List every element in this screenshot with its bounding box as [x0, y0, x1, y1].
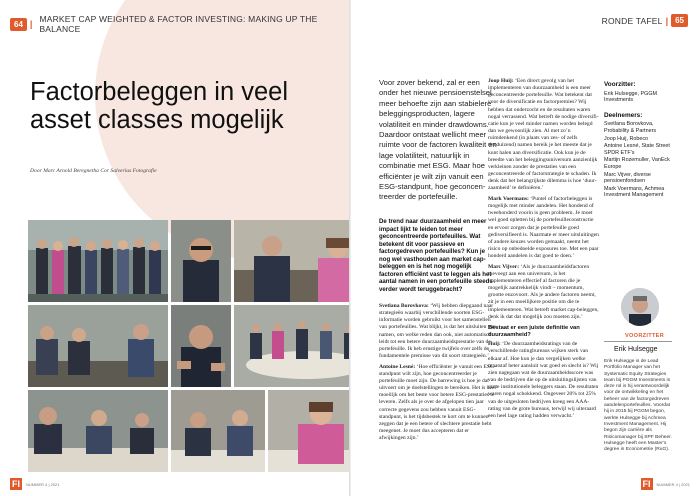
portrait-photo	[171, 220, 231, 302]
roundtable-sidebar	[604, 82, 672, 208]
participants-block	[604, 113, 672, 199]
section-title: MARKET CAP WEIGHTED & FACTOR INVESTING: MAKING UP THE BALANCE	[39, 14, 318, 34]
page-number: 65	[671, 14, 688, 27]
participant-item: Martijn Rozemuller, VanEck Europe	[604, 157, 670, 170]
quote-paragraph: Antoine Lesné: ‘Hoe efficiënter je vanuit een ESG-standpunt wilt zijn, hoe geconcentreerder je portefeuille moet zijn. De barrewing is hoe je dat uitvoert om je doelstellingen te bereiken. Het is heel moeilijk om het beste voor betere ESG-prestaties te leveren. Zelfs als je over de afgelopen tien jaar correcte gegevens zou hebben vanuit ESG-standpunt, is het tijdsbestek te kort om te kunnen zeggen dat je een betere of slechtere prestatie hebt meegenet. Je moet dus accepteren dat er afwijkingen zijn.’	[379, 363, 496, 442]
quote-paragraph: Mark Voermans: ‘Puntel of factorbeleggen is mogelijk met minder aandelen. Het hondend of tweehonderd voorin is geen probleem. Je moet wel goed opletten bij de portefeuilleconstructie en ervoor zorgen dat je portefeuille goed gediversifieerd is. Naarmate er meer uitsluitingen of andere keuzes worden gemaakt, neemt het risico op onbedoelde exposures toe. Met een paar honderd aandelen is dat goed te doen.’	[488, 195, 599, 260]
quote-paragraph: Svetlana Borovkova: ‘Wij hebben diepgaand naar strategieën waarbij verschillende soorten ESG-informatie worden gebruikt voor het samenstellen van portefeuilles. Wat blijkt, is dat het uitsluiten van namen, om welke reden dan ook, niet automatisch leidt tot een betere duurzaamheidsprestatie van de portefeuille. Ik heb ernstige twijfels over zelfs de fundamentele premisse van dit soort strategieën.’	[379, 303, 496, 360]
quote-paragraph: Huij: ‘De duurzaamheidsratings van de verschillende ratingbureaus wijken sterk van elkaar af. Hoe kun je dan vergelijken welke maatstaf beter aansluit wat goed en slecht is? Wij zien nagegaan wat de duurzaamheidsscore was van de bedrijven die op de uitsluitingslijsten van grote institutionele beleggers staan. De resultaten waren nogal schokkend. Ongeveer 20% tot 25% van de uitgesloten bedrijven kreeg een AAA-rating van de grote bureaus, terwijl wij uiteraard een heel lage rating hadden verwacht.’	[488, 341, 599, 419]
issue-label: NUMMER 4 | 2021	[656, 481, 690, 487]
article-column-1	[379, 303, 496, 446]
chair-bio: Erik Hulsegge is de Lead Portfolio Manager van het Systematic Equity Strategies team bij PGGM Investments in deze rol is hij verantwoordelijk voor de ontwikkeling en het beheer van de factorgedreven aandelenportefeuilles. Voordat hij in 2015 bij PGGM begon, werkte Hulsegge bij Achmea Investment Management. Hij begon zijn carrière als Risicomanager bij SPF Beheer. Hulsegge heeft een Master’s degree in Econometrie (RuG).	[604, 359, 672, 453]
participant-item: Antoine Lesné, State Street SPDR ETF’s	[604, 143, 670, 156]
photo-collage	[28, 220, 349, 472]
right-page-footer	[641, 478, 691, 490]
article-headline: Factorbeleggen in veel asset classes mogelijk	[30, 78, 289, 134]
magazine-logo-icon: FI	[642, 479, 651, 489]
participant-item: Joop Huij, Robeco	[604, 135, 649, 142]
quote-paragraph: Joop Huij: ‘Een direct gevolg van het implementeren van duurzaamheid is een meer geconcentreerde portefeuille. Wat betekent dat voor de diversificatie en factorpremies? Wij hebben dat onderzocht en de resultaten waren nogal verrassend. Wat betreft de nodige diversificatie kun je veel minder namen worden belegd dan we gewoonlijk zien. Al met zo’n ruimdenkend (in plaats van zes- of zelfs tienduizend) namen bereik je het meeste dat je kunt halen aan diversificatie. Ook kun je de breedte van het beleggingsuniversum aanzienlijk verkleinen zonder de prestaties van een geconcentreerde of factorstrategie te schaden. Ik denk dat het belangrijkste dilemma is hoe ‘duurzaamheid’ te definiëren.’	[488, 78, 599, 192]
page-number: 64	[10, 18, 27, 31]
magazine-logo-icon: FI	[12, 479, 20, 489]
participants-heading: Deelnemers:	[604, 111, 643, 119]
participant-item: Marc Vijver, diverse pensioenfondsen	[604, 171, 651, 185]
group-photo	[28, 220, 168, 302]
header-separator: |	[29, 19, 33, 29]
participant-item: Mark Voermans, Achmea Investment Management	[604, 185, 665, 199]
right-page-header	[598, 14, 688, 27]
seated-panel-photo	[28, 305, 168, 387]
moderator-block	[604, 82, 672, 104]
subheading: Bestaat er een juiste definitie van duurzaamheid?	[488, 324, 580, 339]
discussion-photo	[234, 220, 349, 302]
left-page-header	[10, 14, 349, 34]
participant-item: Svetlana Borovkova, Probability & Partners	[604, 121, 657, 134]
speaker-portrait-icon	[621, 288, 659, 326]
chair-label: VOORZITTER	[625, 333, 665, 339]
chair-name: Erik Hulsegge	[614, 346, 658, 353]
table-photo	[28, 390, 168, 472]
issue-label: NUMMER 4 | 2021	[26, 481, 60, 487]
listening-photo	[171, 390, 265, 472]
section-title: RONDE TAFEL	[601, 15, 663, 26]
moderator-name: Erik Hulsegge, PGGM Investments	[604, 90, 658, 104]
header-separator: |	[665, 15, 669, 26]
lede-paragraph: De trend naar duurzaamheid en meer impact lijkt te leiden tot meer geconcentreerde portefeuilles. Wat betekent dit voor passieve en factorgedreven portefeuilles? Kun je nog wel vasthouden aan market cap-beleggen en is het nog mogelijk factoren efficiënt vast te leggen als het aantal namen in een portefeuille steeds verder wordt teruggebracht?	[379, 218, 493, 293]
quote-paragraph: Marc Vijver: ‘Als je duurzaamheidsfactoren toevoegt aan een universum, is het implementeren effectief al factoren die je mogelijk aantrekkelijk vindt – momentum, grootte enzovoort. Als je andere factoren neemt, zit je in een moeilijkere positie om die te implementeren. Wat betreft market cap-beleggen, denk ik dat dat mogelijk zou moeten zijn.’	[488, 263, 599, 320]
roundtable-photo	[234, 305, 349, 387]
article-column-2	[488, 78, 600, 423]
left-page-footer	[10, 478, 60, 490]
speaker-photo	[171, 305, 231, 387]
byline: Door Marc Arnold Beregnetha Cor Salverius Fotografie	[30, 168, 157, 174]
moderator-heading: Voorzitter:	[604, 81, 636, 88]
left-page	[0, 0, 349, 496]
panelist-photo	[268, 390, 349, 472]
chair-divider	[604, 341, 672, 342]
intro-text: Voor zover bekend, zal er een onder het nieuwe pensioenstelsel meer behoefte zijn aan stabielere beleggingsproducten, lagere volatiliteit en minder drawdowns. Daardoor ontstaat wellicht meer ruimte voor de factoren kwaliteit en lage volatiliteit, natuurlijk in combinatie met ESG. Maar hoe efficiënter je wilt zijn vanuit een ESG-standpunt, hoe geconcentreerder de portefeuille.	[379, 78, 497, 202]
